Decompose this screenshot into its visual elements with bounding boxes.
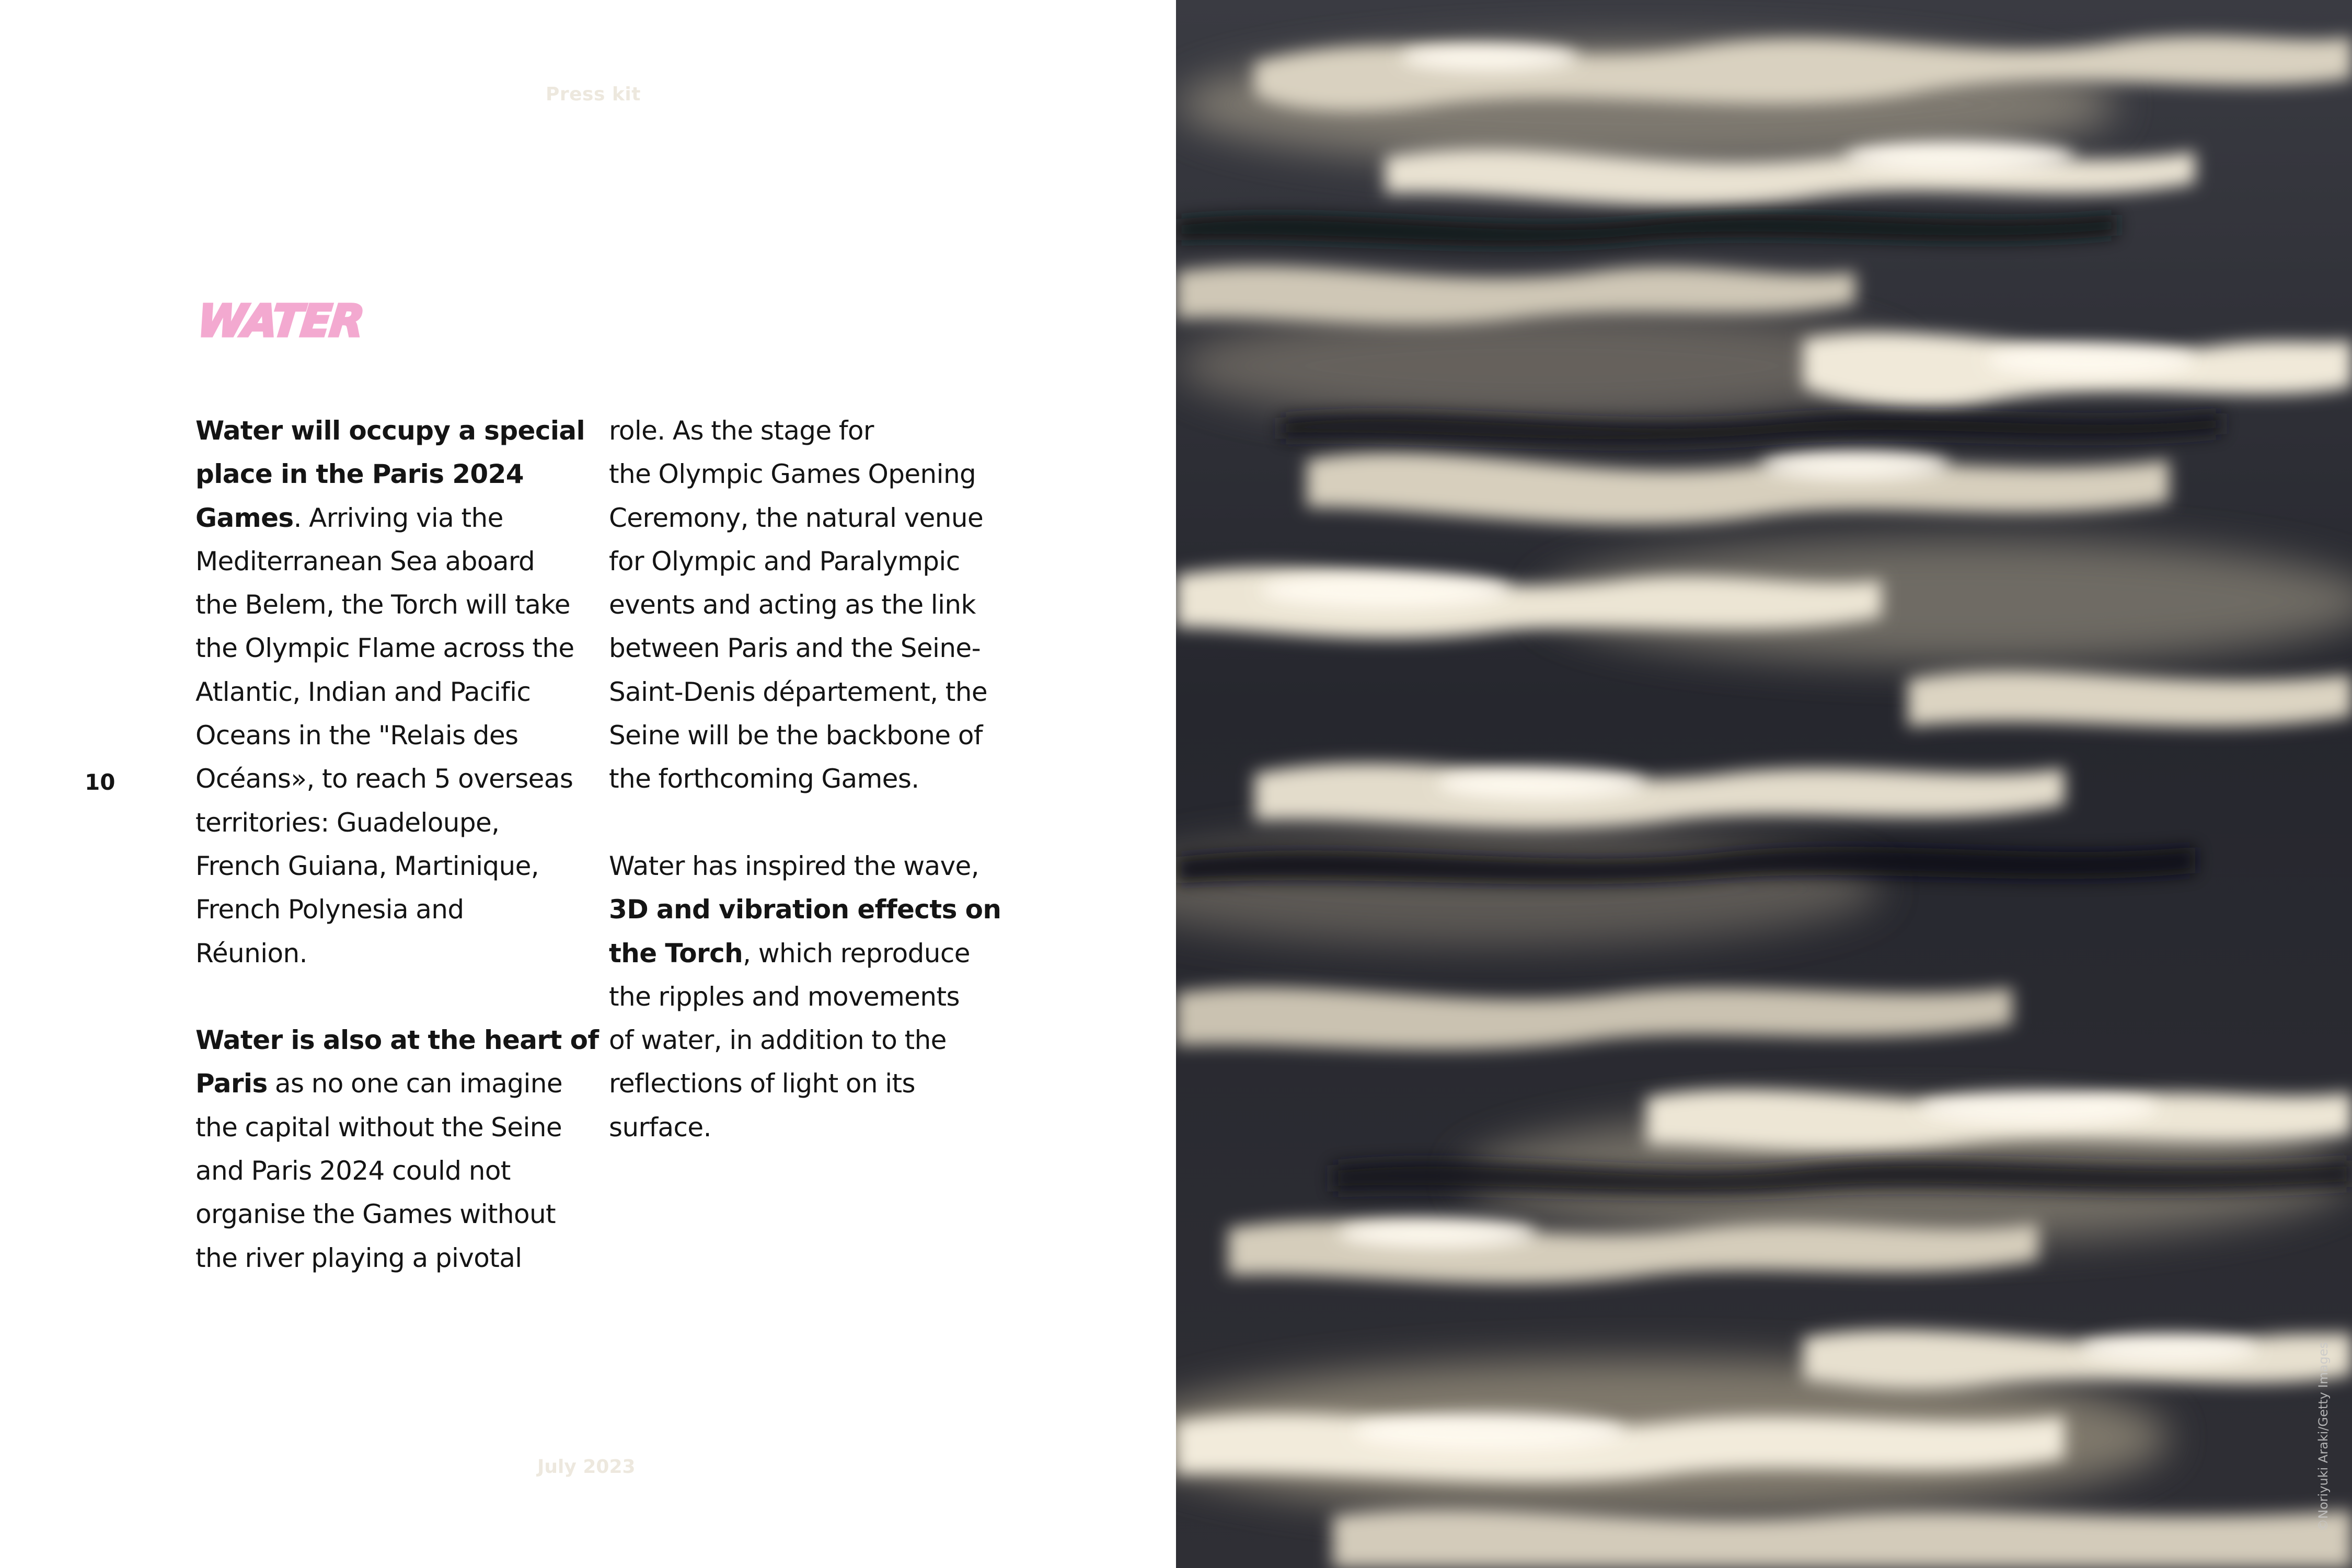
- text-line: and Paris 2024 could not: [195, 1156, 511, 1186]
- page-number: 10: [85, 769, 116, 795]
- text-line: the forthcoming Games.: [609, 764, 919, 794]
- header-label: Press kit: [546, 84, 641, 105]
- paragraph-gap: [609, 801, 996, 845]
- photo-credit: ©Noriyuki Araki/Getty Images: [2316, 1342, 2331, 1531]
- text-line: Paris as no one can imagine: [195, 1068, 563, 1099]
- text-line: Water will occupy a special: [195, 416, 585, 446]
- text-line: between Paris and the Seine-: [609, 633, 981, 664]
- paragraph-gap: [195, 975, 582, 1019]
- text-line: the Belem, the Torch will take: [195, 590, 570, 620]
- text-line: of water, in addition to the: [609, 1025, 947, 1056]
- text-line: French Polynesia and: [195, 894, 464, 925]
- text-line: territories: Guadeloupe,: [195, 807, 500, 838]
- text-line: for Olympic and Paralympic: [609, 546, 960, 577]
- text-line: Ceremony, the natural venue: [609, 502, 984, 533]
- text-line: French Guiana, Martinique,: [195, 850, 539, 881]
- text-line: the ripples and movements: [609, 981, 960, 1012]
- text-line: Atlantic, Indian and Pacific: [195, 676, 531, 707]
- text-line: Mediterranean Sea aboard: [195, 546, 535, 577]
- water-photo: [1176, 0, 2352, 1568]
- text-line: Games. Arriving via the: [195, 502, 503, 533]
- text-line: Water has inspired the wave,: [609, 850, 979, 881]
- text-line: surface.: [609, 1112, 711, 1143]
- text-line: Seine will be the backbone of: [609, 720, 983, 751]
- text-line: Saint-Denis département, the: [609, 676, 987, 707]
- text-line: events and acting as the link: [609, 590, 976, 620]
- text-line: place in the Paris 2024: [195, 459, 524, 490]
- text-line: the capital without the Seine: [195, 1112, 562, 1143]
- text-line: reflections of light on its: [609, 1068, 916, 1099]
- text-line: 3D and vibration effects on: [609, 894, 1001, 925]
- text-line: Océans», to reach 5 overseas: [195, 764, 573, 794]
- text-line: the river playing a pivotal: [195, 1242, 522, 1273]
- text-line: Water is also at the heart of: [195, 1025, 599, 1056]
- text-line: Oceans in the "Relais des: [195, 720, 518, 751]
- text-line: Réunion.: [195, 938, 307, 969]
- text-column-2: [609, 409, 1001, 1149]
- text-line: the Olympic Flame across the: [195, 633, 574, 664]
- footer-date: July 2023: [537, 1456, 636, 1478]
- text-line: role. As the stage for: [609, 416, 874, 446]
- text-column-1: [195, 409, 599, 1280]
- text-line: organise the Games without: [195, 1199, 556, 1230]
- text-line: the Torch, which reproduce: [609, 938, 970, 969]
- text-line: the Olympic Games Opening: [609, 459, 976, 490]
- water-ripples-image: [1176, 0, 2352, 1568]
- section-title: WATER: [195, 295, 366, 347]
